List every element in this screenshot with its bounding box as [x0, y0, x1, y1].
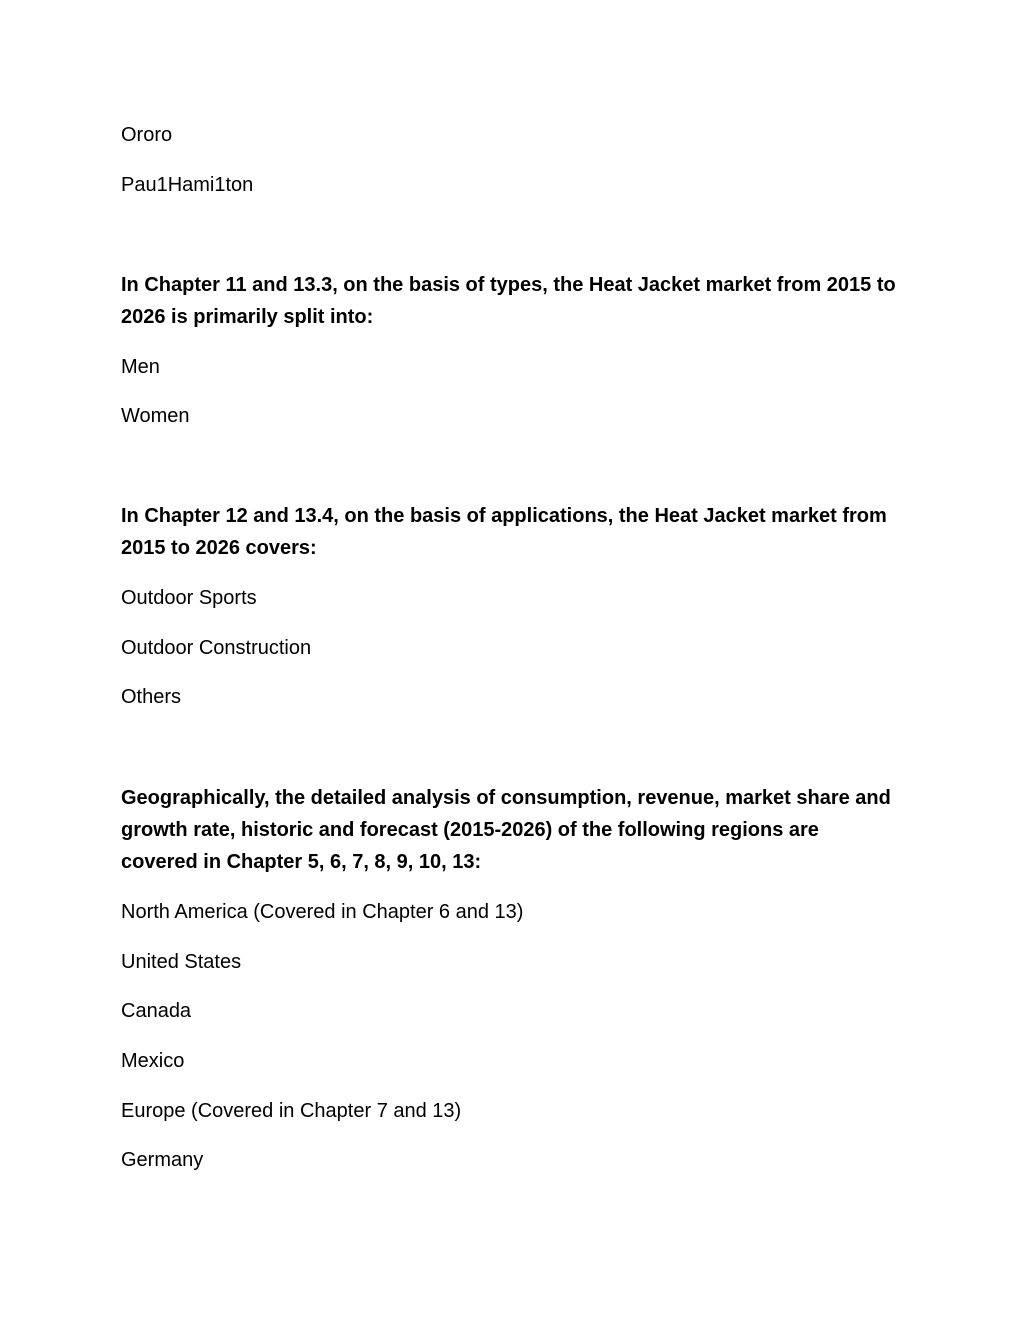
- region-item: Europe (Covered in Chapter 7 and 13): [121, 1100, 462, 1122]
- type-item: Women: [121, 405, 190, 427]
- region-item: Mexico: [121, 1050, 185, 1072]
- types-heading: In Chapter 11 and 13.3, on the basis of types, the Heat Jacket market from 2015 to 2026 is primarily split into:: [121, 274, 896, 328]
- applications-heading: In Chapter 12 and 13.4, on the basis of applications, the Heat Jacket market from 2015 to 2026 covers:: [121, 505, 887, 559]
- region-item: Germany: [121, 1149, 204, 1171]
- application-item: Outdoor Sports: [121, 587, 257, 609]
- region-item: Canada: [121, 1000, 192, 1022]
- application-item: Outdoor Construction: [121, 637, 312, 659]
- type-item: Men: [121, 356, 160, 378]
- application-item: Others: [121, 686, 182, 708]
- regions-heading: Geographically, the detailed analysis of consumption, revenue, market share and growth rate, historic and forecast (2015-2026) of the following regions are covered in Chapter 5, 6, 7, 8, 9, 10, 13:: [121, 787, 891, 873]
- name-line: Ororo: [121, 124, 173, 146]
- region-item: United States: [121, 951, 242, 973]
- region-item: North America (Covered in Chapter 6 and 13): [121, 901, 524, 923]
- name-line: Pau1Hami1ton: [121, 174, 254, 196]
